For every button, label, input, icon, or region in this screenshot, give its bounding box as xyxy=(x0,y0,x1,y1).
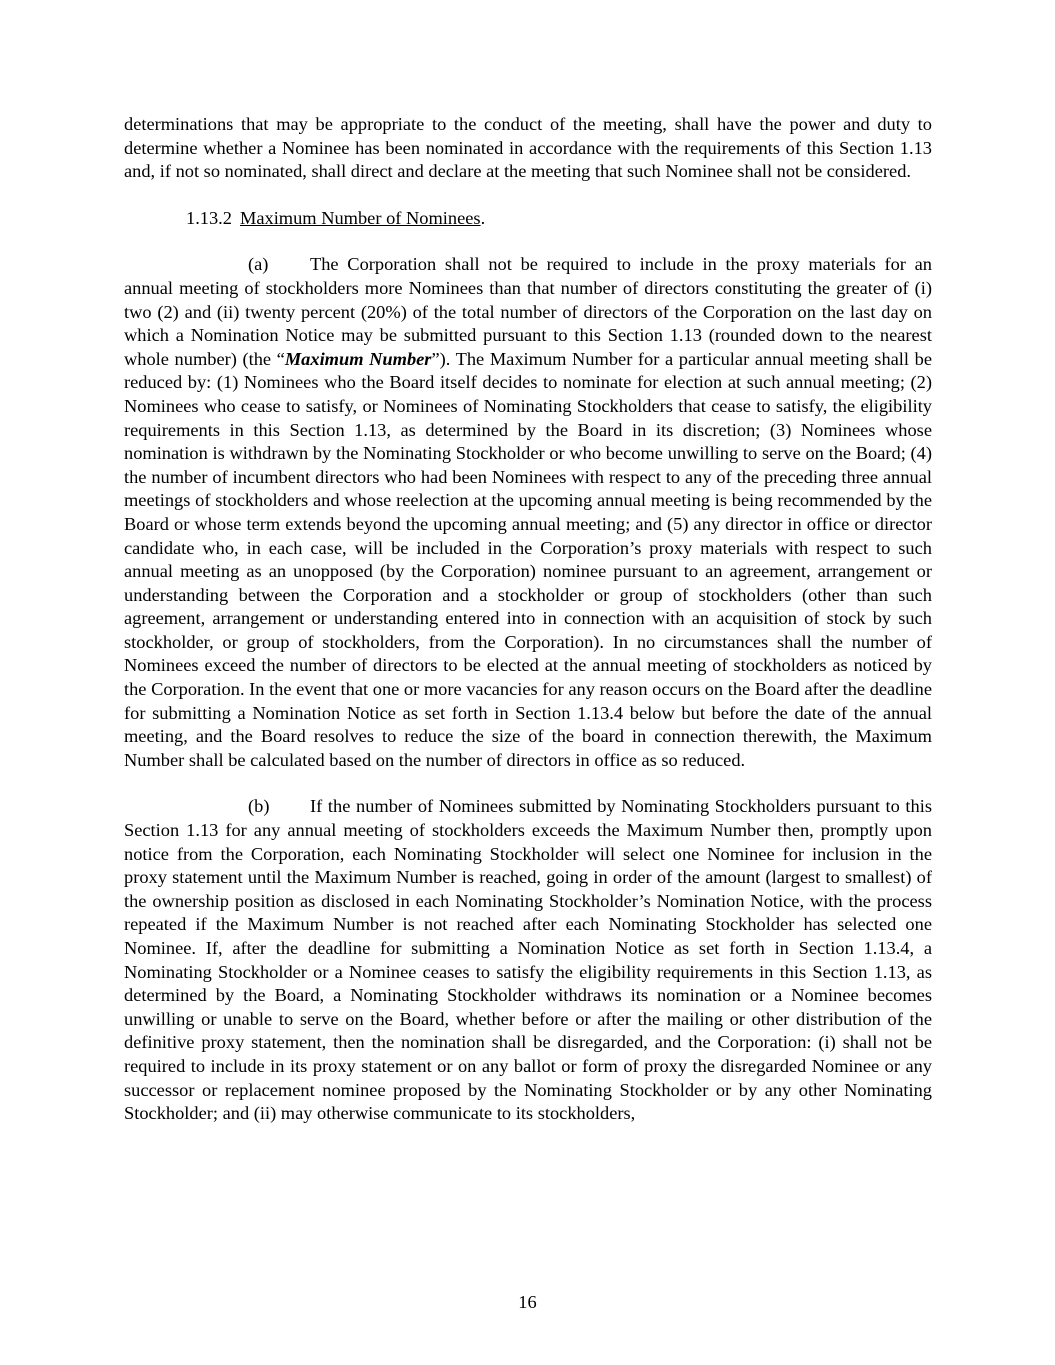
document-page xyxy=(124,113,932,1149)
item-b-marker: (b) xyxy=(248,796,270,817)
section-title: Maximum Number of Nominees xyxy=(239,207,481,228)
item-a-marker: (a) xyxy=(248,254,269,275)
item-a-paragraph xyxy=(124,253,932,772)
section-number: 1.13.2 xyxy=(186,207,232,228)
intro-paragraph: determinations that may be appropriate to the conduct of the meeting, shall have the power and duty to determine whether a Nominee has been nominated in accordance with the requirements of this Section 1.13 and, if not so nominated, shall direct and declare at the meeting that such Nominee shall not be considered. xyxy=(124,114,932,182)
page-number: 16 xyxy=(518,1292,537,1312)
item-a-text-before-term: The Corporation shall not be required to include in the proxy materials for an annual meeting of stockholders more Nominees than that number of directors constituting the greater of (i) two (2) and (ii) twenty percent (20%) of the total number of directors of the Corporation on the last day on which a Nomination Notice may be submitted pursuant to this Section 1.13 (rounded down to the nearest whole number) (the “ xyxy=(124,254,932,369)
defined-term-maximum-number: Maximum Number xyxy=(284,348,432,369)
section-title-period: . xyxy=(480,207,486,228)
item-a-text-after-term: ”). The Maximum Number for a particular annual meeting shall be reduced by: (1) Nominees who the Board itself decides to nominate for election at such annual meeting; (2) Nominees who cease to satisfy, or Nominees of Nominating Stockholders that cease to satisfy, the eligibility requirements in this Section 1.13, as determined by the Board in its discretion; (3) Nominees whose nomination is withdrawn by the Nominating Stockholder or who become unwilling to serve on the Board; (4) the number of incumbent directors who had been Nominees with respect to any of the preceding three annual meetings of stockholders and whose reelection at the upcoming annual meeting is being recommended by the Board or whose term extends beyond the upcoming annual meeting; and (5) any director in office or director candidate who, in each case, will be included in the Corporation’s proxy materials with respect to such annual meeting as an unopposed (by the Corporation) nominee pursuant to an agreement, arrangement or understanding between the Corporation and a stockholder or group of stockholders (other than such agreement, arrangement or understanding entered into in connection with an acquisition of stock by such stockholder, or group of stockholders, from the Corporation). In no circumstances shall the number of Nominees exceed the number of directors to be elected at the annual meeting of stockholders as noticed by the Corporation. In the event that one or more vacancies for any reason occurs on the Board after the deadline for submitting a Nomination Notice as set forth in Section 1.13.4 below but before the date of the annual meeting, and the Board resolves to reduce the size of the board in connection therewith, the Maximum Number shall be calculated based on the number of directors in office as so reduced. xyxy=(124,348,932,770)
section-heading xyxy=(186,207,932,231)
item-b-paragraph xyxy=(124,795,932,1125)
item-b-text: If the number of Nominees submitted by Nominating Stockholders pursuant to this Section 1.13 for any annual meeting of stockholders exceeds the Maximum Number then, promptly upon notice from the Corporation, each Nominating Stockholder will select one Nominee for inclusion in the proxy statement until the Maximum Number is reached, going in order of the amount (largest to smallest) of the ownership position as disclosed in each Nominating Stockholder’s Nomination Notice, with the process repeated if the Maximum Number is not reached after each Nominating Stockholder has selected one Nominee. If, after the deadline for submitting a Nomination Notice as set forth in Section 1.13.4, a Nominating Stockholder or a Nominee ceases to satisfy the eligibility requirements in this Section 1.13, as determined by the Board, a Nominating Stockholder withdraws its nomination or a Nominee becomes unwilling or unable to serve on the Board, whether before or after the mailing or other distribution of the definitive proxy statement, then the nomination shall be disregarded, and the Corporation: (i) shall not be required to include in its proxy statement or on any ballot or form of proxy the disregarded Nominee or any successor or replacement nominee proposed by the Nominating Stockholder or by any other Nominating Stockholder; and (ii) may otherwise communicate to its stockholders, xyxy=(124,796,932,1124)
